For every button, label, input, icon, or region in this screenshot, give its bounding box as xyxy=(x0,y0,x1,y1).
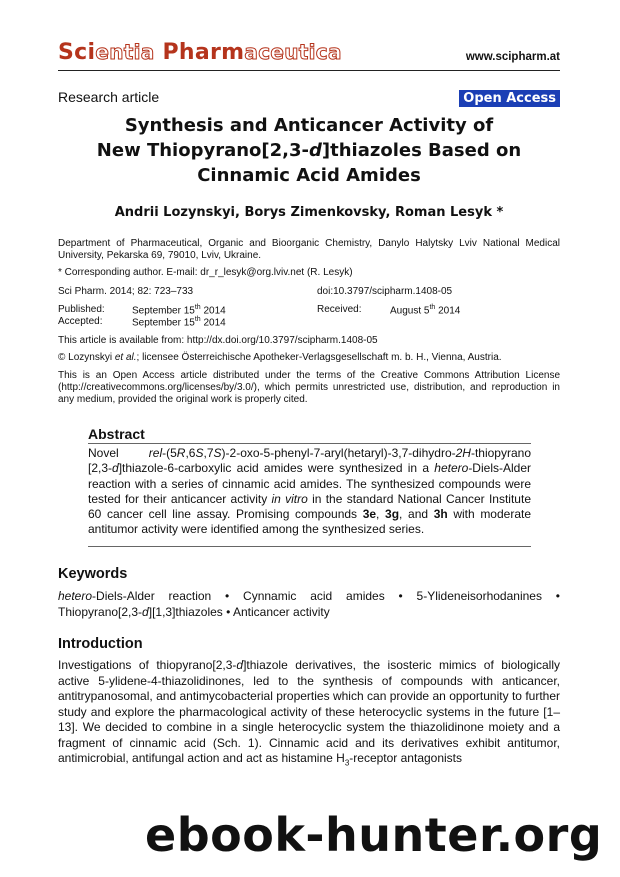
published-date xyxy=(132,304,226,316)
copyright-text: ; licensee Österreichische Apotheker-Verlagsgesellschaft m. b. H., Vienna, Austria. xyxy=(136,352,502,363)
abstract-heading: Abstract xyxy=(88,426,145,442)
authors: Andrii Lozynskyi, Borys Zimenkovsky, Roman Lesyk * xyxy=(114,205,504,220)
date-year: 2014 xyxy=(200,305,226,317)
title-line-1: Synthesis and Anticancer Activity of xyxy=(124,115,494,136)
introduction-heading: Introduction xyxy=(58,636,143,652)
keywords-text: hetero-Diels-Alder reaction • Cynnamic acid amides • 5-Ylideneisorhodanines • Thiopyrano[2,3-d][1,3]thiazoles • Anticancer activity xyxy=(58,589,560,619)
date-sup: th xyxy=(429,304,436,311)
date-text: September 15 xyxy=(132,317,195,329)
availability: This article is available from: http://dx.doi.org/10.3797/scipharm.1408-05 xyxy=(58,335,378,346)
date-text: August 5 xyxy=(390,305,430,317)
corresponding-author: * Corresponding author. E-mail: dr_r_lesyk@org.lviv.net (R. Lesyk) xyxy=(58,267,353,278)
received-date xyxy=(390,304,460,316)
title-italic: d xyxy=(309,140,322,161)
abstract-bottom-rule xyxy=(88,546,531,547)
copyright-italic: et al. xyxy=(114,352,137,363)
open-access-badge: Open Access xyxy=(459,90,560,107)
date-sup: th xyxy=(194,304,201,311)
journal-logo xyxy=(58,40,342,65)
watermark-text: ebook-hunter.org xyxy=(145,808,603,862)
doi: doi:10.3797/scipharm.1408-05 xyxy=(317,286,453,297)
logo-text-2: entia xyxy=(95,40,155,64)
title-line-2 xyxy=(58,138,560,163)
published-label: Published: xyxy=(58,304,105,315)
date-sup: th xyxy=(194,316,201,323)
article-title xyxy=(58,113,560,188)
logo-text-4: aceutica xyxy=(244,40,342,64)
date-text: September 15 xyxy=(132,305,195,317)
title-text: ]thiazoles Based on xyxy=(321,140,522,161)
accepted-date xyxy=(132,316,226,328)
license: This is an Open Access article distributed under the terms of the Creative Commons Attribution License (http://creativecommons.org/licenses/by/3.0/), which permits unrestricted use, distribution, and reproduction in any medium, provided the original work is properly cited. xyxy=(58,370,560,405)
title-text: New Thiopyrano[2,3- xyxy=(96,140,309,161)
abstract-top-rule xyxy=(88,443,531,444)
copyright-text: © Lozynskyi xyxy=(58,352,115,363)
article-type: Research article xyxy=(58,89,160,105)
date-year: 2014 xyxy=(200,317,226,329)
citation: Sci Pharm. 2014; 82: 723–733 xyxy=(58,286,194,297)
keywords-heading: Keywords xyxy=(58,566,128,582)
header-divider xyxy=(58,70,560,71)
journal-website[interactable]: www.scipharm.at xyxy=(465,51,560,63)
affiliation: Department of Pharmaceutical, Organic and Bioorganic Chemistry, Danylo Halytsky Lviv National Medical University, Pekarska 69, 79010, Lviv, Ukraine. xyxy=(58,238,560,261)
copyright xyxy=(58,352,560,364)
date-year: 2014 xyxy=(435,305,461,317)
accepted-label: Accepted: xyxy=(58,316,103,327)
title-line-3: Cinnamic Acid Amides xyxy=(197,165,421,186)
introduction-text: Investigations of thiopyrano[2,3-d]thiazole derivatives, the isosteric mimics of biologically active 5-ylidene-4-thiazolidinones, led to the synthesis of compounds with anticancer, antitrypanosomal, and antimycobacterial properties which can provide an opportunity to further study and explore the pharmacological activity of these heterocyclic systems in the future [1–13]. We decided to combine in a single heterocyclic system the thiazolidinone moiety and a fragment of cinnamic acid (Sch. 1). Cinnamic acid and its derivatives exhibit antitumor, antimicrobial, antifungal action and act as histamine $H_3$-receptor antagonists xyxy=(58,658,560,768)
received-label: Received: xyxy=(317,304,362,315)
abstract-text: Novel rel-(5R,6S,7S)-2-oxo-5-phenyl-7-aryl(hetaryl)-3,7-dihydro-2H-thiopyrano [2,3-d]thiazole-6-carboxylic acid amides were synthesized in a hetero-Diels-Alder reaction with a series of cinnamic acid amides. The synthesized compounds were tested for their anticancer activity in vitro in the standard National Cancer Institute 60 cancer cell line assay. Promising compounds 3e, 3g, and 3h with moderate antitumor activity were identified among the synthesized series. xyxy=(88,446,532,537)
logo-text-3: Pharm xyxy=(154,40,245,65)
logo-text-1: Sci xyxy=(58,40,96,65)
